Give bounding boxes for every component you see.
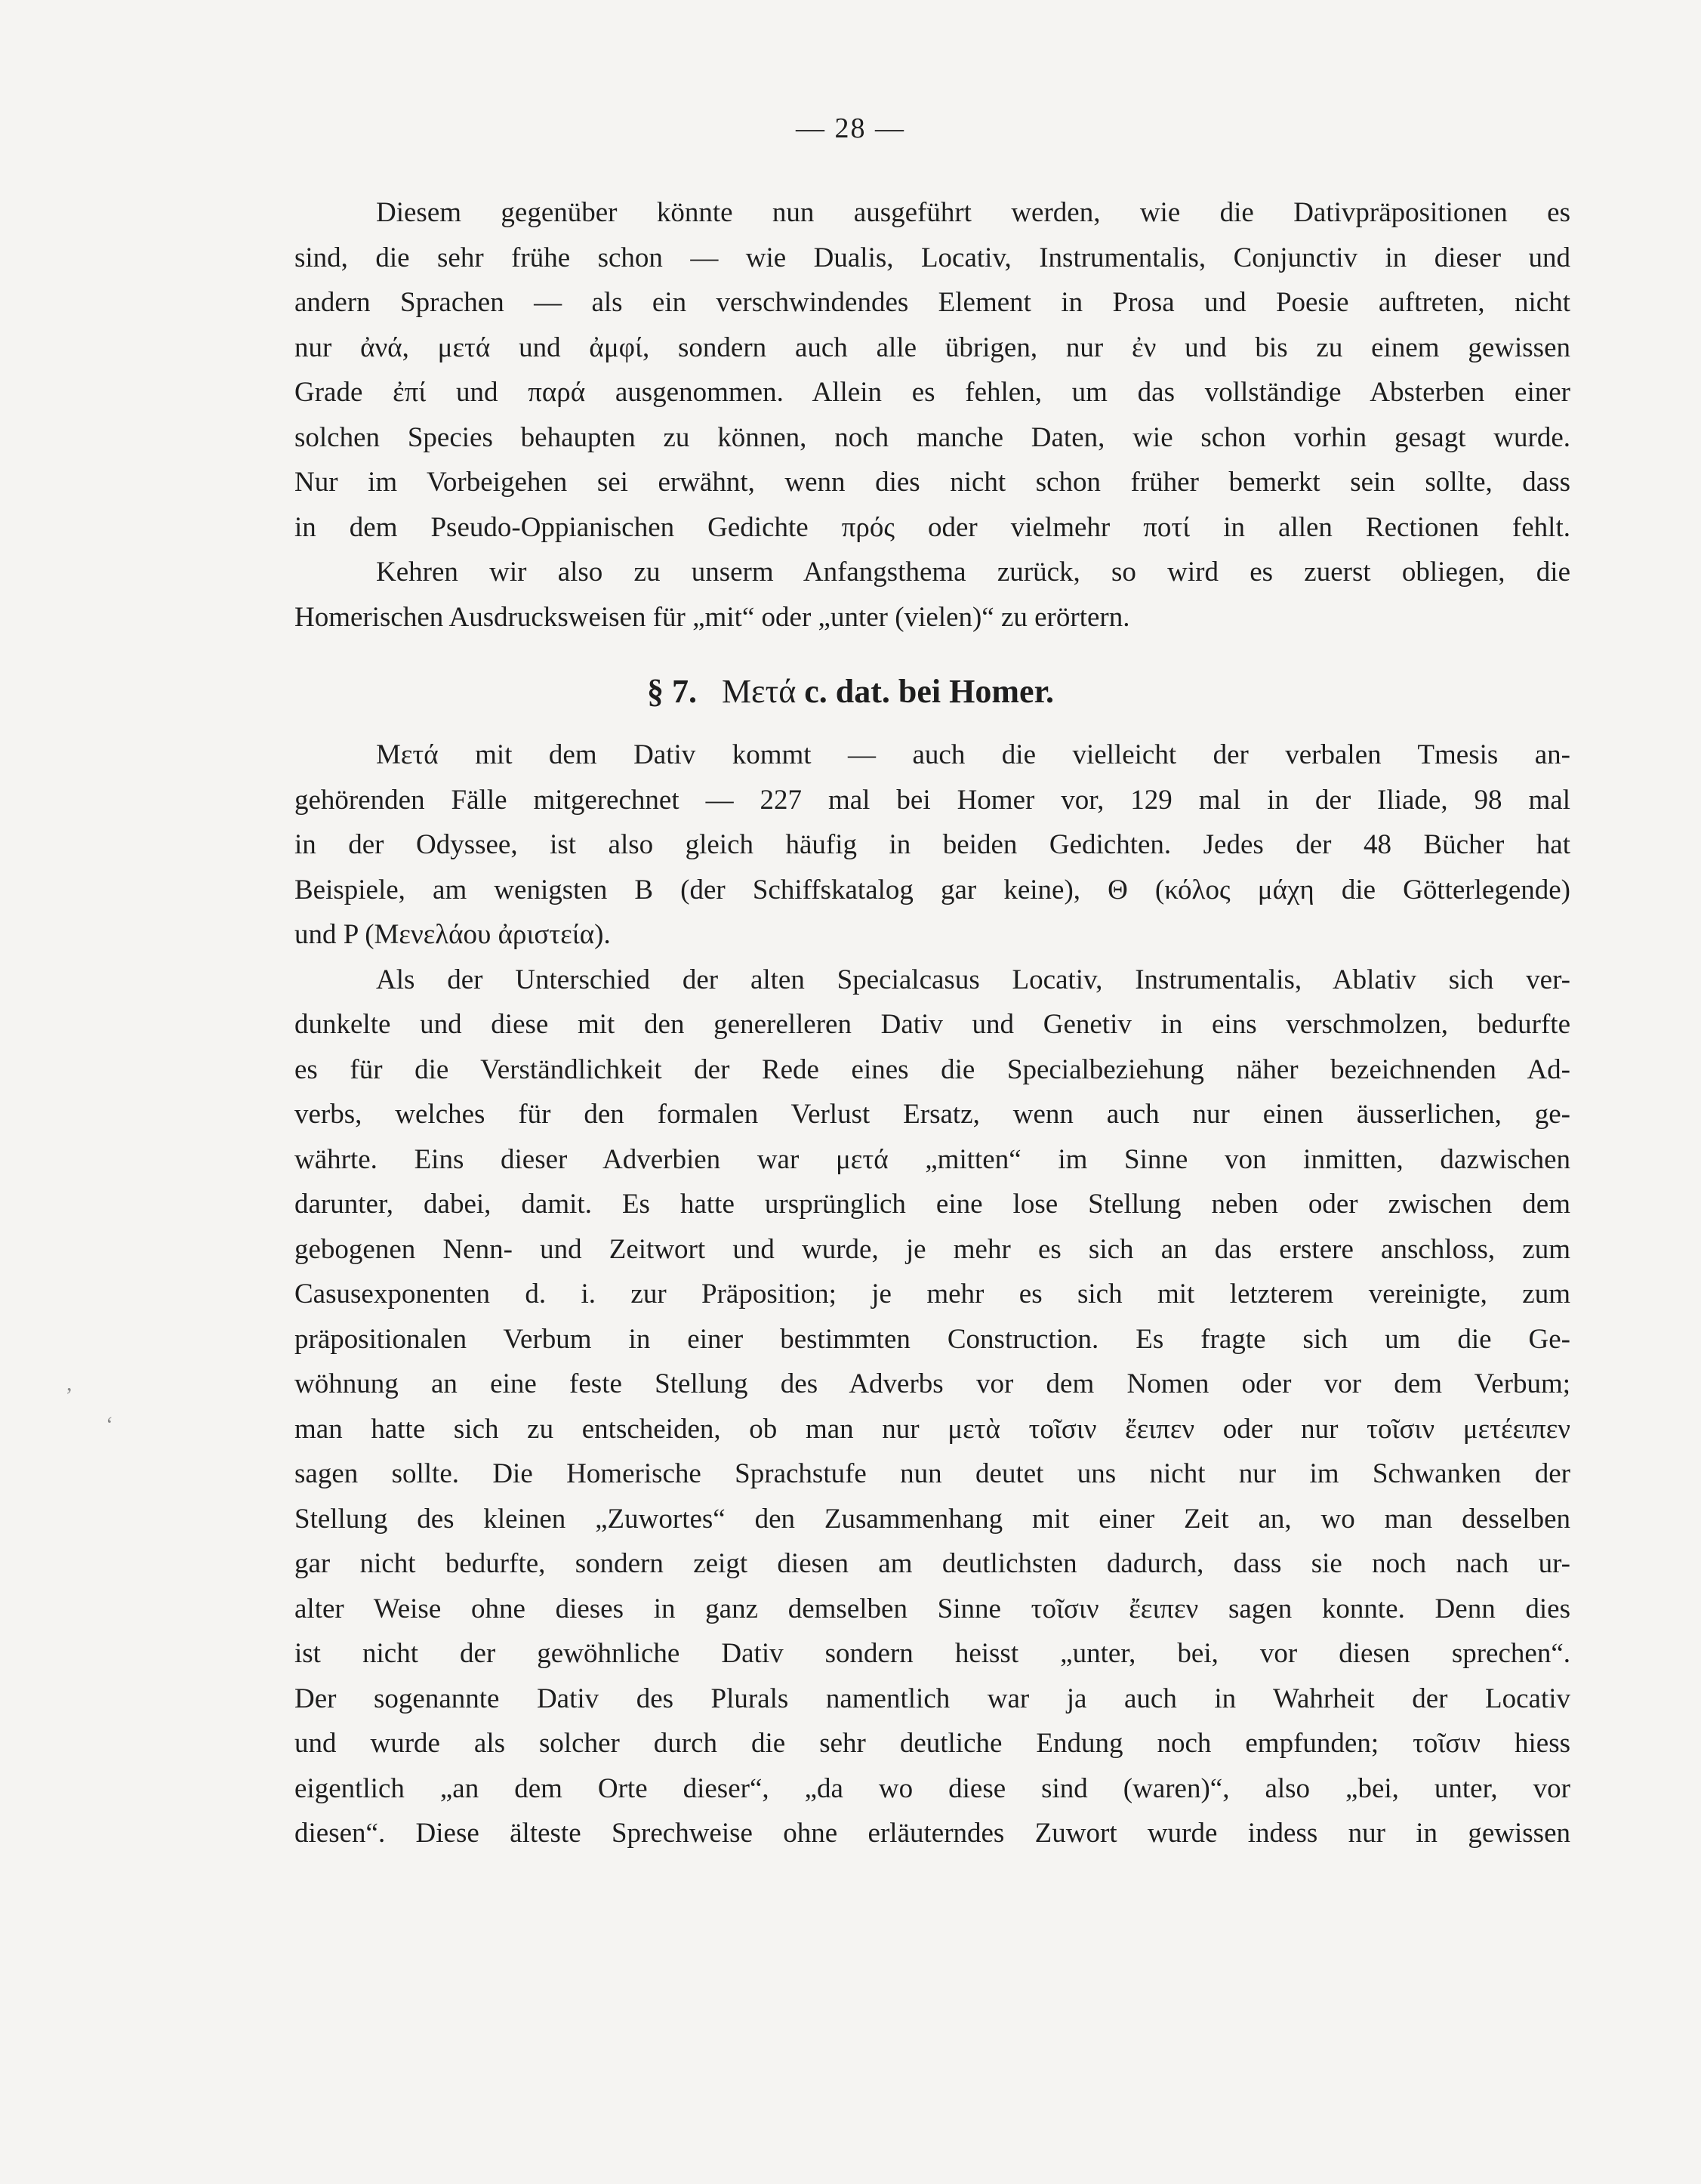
body-text-lower xyxy=(294,733,1570,1856)
text-line: Homerischen Ausdrucksweisen für „mit“ oder „unter (vielen)“ zu erörtern. xyxy=(294,601,1130,633)
text-line: währte. Eins dieser Adverbien war μετά „mitten“ im Sinne von inmitten, dazwischen xyxy=(294,1143,1570,1175)
text-line: wöhnung an eine feste Stellung des Adverbs vor dem Nomen oder vor dem Verbum; xyxy=(294,1368,1570,1399)
text-line: gar nicht bedurfte, sondern zeigt diesen am deutlichsten dadurch, dass sie noch nach ur- xyxy=(294,1548,1570,1579)
margin-mark: , xyxy=(66,1371,72,1396)
text-line: Beispiele, am wenigsten B (der Schiffskatalog gar keine), Θ (κόλος μάχη die Götterlegende) xyxy=(294,874,1570,905)
body-text-upper xyxy=(294,190,1570,640)
text-line: solchen Species behaupten zu können, noch manche Daten, wie schon vorhin gesagt wurde. xyxy=(294,421,1570,453)
text-line: sind, die sehr frühe schon — wie Dualis, Locativ, Instrumentalis, Conjunctiv in dieser und xyxy=(294,242,1570,273)
section-title: c. dat. bei Homer. xyxy=(804,673,1055,710)
section-heading xyxy=(0,672,1701,711)
text-line: verbs, welches für den formalen Verlust Ersatz, wenn auch nur einen äusserlichen, ge- xyxy=(294,1099,1570,1130)
text-line: Der sogenannte Dativ des Plurals namentlich war ja auch in Wahrheit der Locativ xyxy=(294,1683,1570,1714)
text-line: gehörenden Fälle mitgerechnet — 227 mal bei Homer vor, 129 mal in der Iliade, 98 mal xyxy=(294,784,1570,816)
text-line: es für die Verständlichkeit der Rede eines die Specialbeziehung näher bezeichnenden Ad- xyxy=(294,1053,1570,1085)
text-line: Nur im Vorbeigehen sei erwähnt, wenn dies nicht schon früher bemerkt sein sollte, dass xyxy=(294,467,1570,498)
text-line: gebogenen Nenn- und Zeitwort und wurde, je mehr es sich an das erstere anschloss, zum xyxy=(294,1233,1570,1265)
text-line: Kehren wir also zu unserm Anfangsthema zurück, so wird es zuerst obliegen, die xyxy=(376,557,1570,588)
text-line: dunkelte und diese mit den generelleren Dativ und Genetiv in eins verschmolzen, bedurfte xyxy=(294,1009,1570,1040)
text-line: andern Sprachen — als ein verschwindendes Element in Prosa und Poesie auftreten, nicht xyxy=(294,287,1570,318)
text-line: Grade ἐπί und παρά ausgenommen. Allein es fehlen, um das vollständige Absterben einer xyxy=(294,377,1570,408)
text-line: ist nicht der gewöhnliche Dativ sondern heisst „unter, bei, vor diesen sprechen“. xyxy=(294,1638,1570,1669)
text-line: eigentlich „an dem Orte dieser“, „da wo diese sind (waren)“, also „bei, unter, vor xyxy=(294,1772,1570,1804)
margin-mark: ‘ xyxy=(106,1412,113,1437)
text-line: Μετά mit dem Dativ kommt — auch die vielleicht der verbalen Tmesis an- xyxy=(376,739,1570,770)
text-line: und P (Μενελάου ἀριστεία). xyxy=(294,919,611,950)
section-number: § 7. xyxy=(646,673,697,710)
text-line: sagen sollte. Die Homerische Sprachstufe nun deutet uns nicht nur im Schwanken der xyxy=(294,1458,1570,1489)
text-line: präpositionalen Verbum in einer bestimmten Construction. Es fragte sich um die Ge- xyxy=(294,1323,1570,1355)
text-line: und wurde als solcher durch die sehr deutliche Endung noch empfunden; τοῖσιν hiess xyxy=(294,1728,1570,1759)
text-line: darunter, dabei, damit. Es hatte ursprünglich eine lose Stellung neben oder zwischen dem xyxy=(294,1189,1570,1220)
section-greek-word: Μετά xyxy=(721,673,797,710)
text-line: Stellung des kleinen „Zuwortes“ den Zusammenhang mit einer Zeit an, wo man desselben xyxy=(294,1503,1570,1535)
text-line: in der Odyssee, ist also gleich häufig in beiden Gedichten. Jedes der 48 Bücher hat xyxy=(294,829,1570,860)
text-line: alter Weise ohne dieses in ganz demselben Sinne τοῖσιν ἔειπεν sagen konnte. Denn dies xyxy=(294,1593,1570,1624)
text-line: in dem Pseudo-Oppianischen Gedichte πρός oder vielmehr ποτί in allen Rectionen fehlt. xyxy=(294,511,1570,543)
text-line: Als der Unterschied der alten Specialcasus Locativ, Instrumentalis, Ablativ sich ver- xyxy=(376,964,1570,995)
text-line: nur ἀνά, μετά und ἀμφί, sondern auch alle übrigen, nur ἐν und bis zu einem gewissen xyxy=(294,332,1570,363)
text-line: Casusexponenten d. i. zur Präposition; je mehr es sich mit letzterem vereinigte, zum xyxy=(294,1279,1570,1309)
page-number: — 28 — xyxy=(796,113,905,144)
text-line: diesen“. Diese älteste Sprechweise ohne erläuterndes Zuwort wurde indess nur in gewissen xyxy=(294,1818,1570,1849)
text-line: Diesem gegenüber könnte nun ausgeführt werden, wie die Dativpräpositionen es xyxy=(376,197,1570,228)
text-line: man hatte sich zu entscheiden, ob man nur μετὰ τοῖσιν ἔειπεν oder nur τοῖσιν μετέειπεν xyxy=(294,1413,1570,1445)
